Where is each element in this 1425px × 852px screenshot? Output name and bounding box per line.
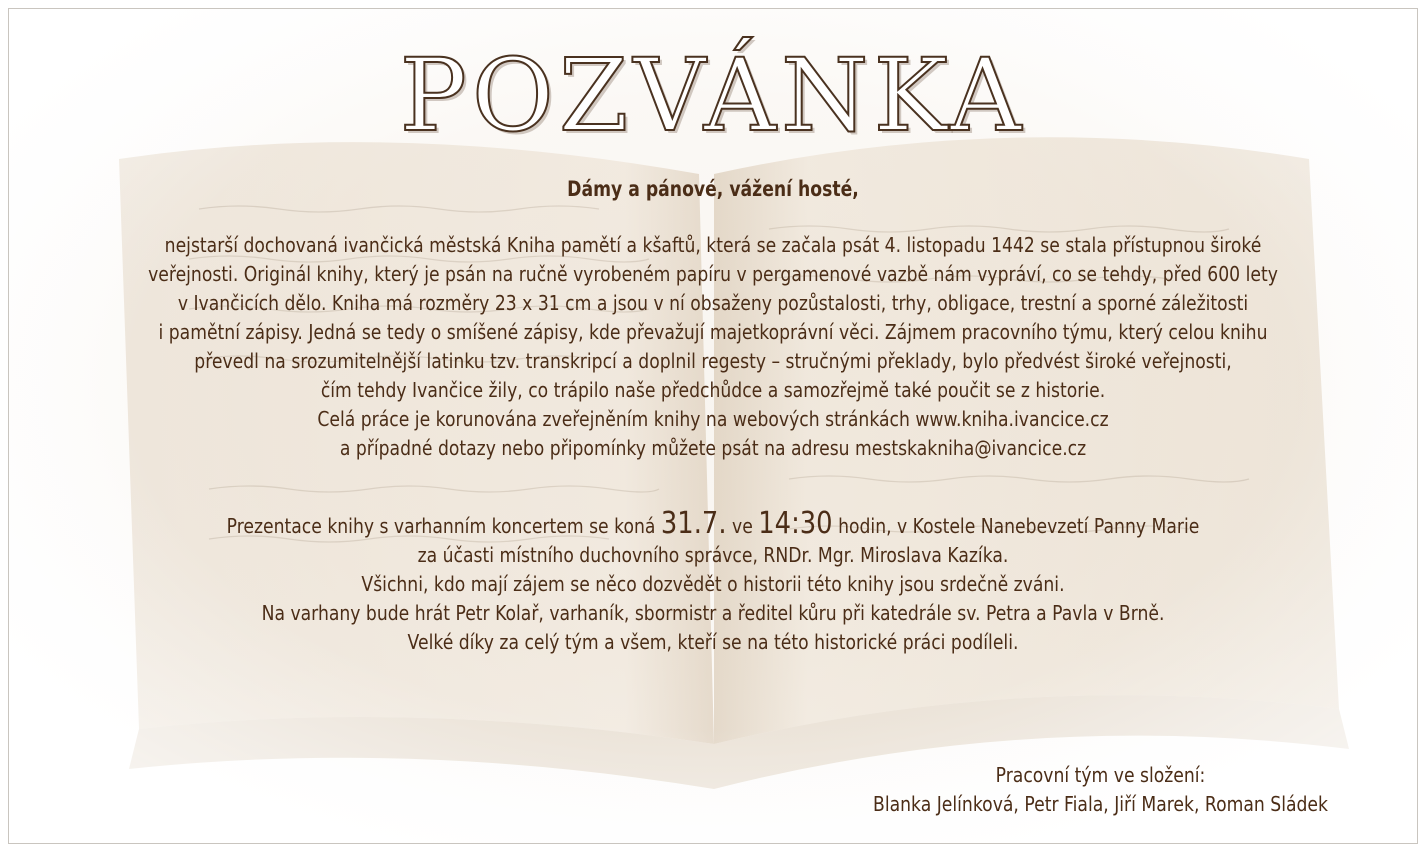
- paragraph-line: v Ivančicích dělo. Kniha má rozměry 23 x 31 cm a jsou v ní obsaženy pozůstalosti, trhy, obligace, trestní a sporné záležitosti: [177, 291, 1249, 315]
- paragraph-line: převedl na srozumitelnější latinku tzv. transkripcí a doplnil regesty – stručnými překlady, bylo předvést široké veřejnosti,: [194, 349, 1232, 373]
- paragraph-line: nejstarší dochovaná ivančická městská Kniha pamětí a kšaftů, která se začala psát 4. listopadu 1442 se stala přístupnou široké: [164, 233, 1262, 257]
- paragraph-line: Celá práce je korunována zveřejněním knihy na webových stránkách www.kniha.ivancice.cz: [317, 407, 1109, 431]
- team-heading: Pracovní tým ve složení:: [995, 763, 1206, 787]
- presentation-line: za účasti místního duchovního správce, RNDr. Mgr. Miroslava Kazíka.: [417, 543, 1009, 567]
- team-credits: [836, 761, 1365, 819]
- time-prefix: ve: [732, 514, 753, 538]
- team-members: Blanka Jelínková, Petr Fiala, Jiří Marek, Roman Sládek: [873, 792, 1328, 816]
- paragraph-line: veřejnosti. Originál knihy, který je psán na ručně vyrobeném papíru v pergamenové vazbě nám vypráví, co se tehdy, před 600 lety: [148, 262, 1278, 286]
- event-time: 14:30: [758, 506, 833, 541]
- paragraph-line: a případné dotazy nebo připomínky můžete psát na adresu mestskakniha@ivancice.cz: [339, 436, 1087, 460]
- invitation-title: POZVÁNKA: [399, 37, 1027, 154]
- presentation-line: Velké díky za celý tým a všem, kteří se na této historické práci podíleli.: [407, 630, 1019, 654]
- presentation-line: Všichni, kdo mají zájem se něco dozvědět o historii této knihy jsou srdečně zváni.: [361, 572, 1065, 596]
- presentation-suffix: hodin, v Kostele Nanebevzetí Panny Marie: [838, 514, 1200, 538]
- presentation-prefix: Prezentace knihy s varhanním koncertem se koná: [226, 514, 656, 538]
- paragraph-line: čím tehdy Ivančice žily, co trápilo naše předchůdce a samozřejmě také poučit se z historie.: [320, 378, 1106, 402]
- paragraph-line: i pamětní zápisy. Jedná se tedy o smíšené zápisy, kde převažují majetkoprávní věci. Zájmem pracovního týmu, který celou knihu: [158, 320, 1268, 344]
- greeting: Dámy a pánové, vážení hosté,: [567, 177, 859, 201]
- invitation-page: [8, 8, 1418, 844]
- event-date: 31.7.: [660, 506, 727, 541]
- presentation-line: Na varhany bude hrát Petr Kolař, varhaník, sbormistr a ředitel kůru při katedrále sv. Petra a Pavla v Brně.: [261, 601, 1165, 625]
- presentation-info: [9, 506, 1417, 657]
- presentation-headline: [108, 506, 1319, 541]
- invitation-paragraph: [9, 231, 1417, 463]
